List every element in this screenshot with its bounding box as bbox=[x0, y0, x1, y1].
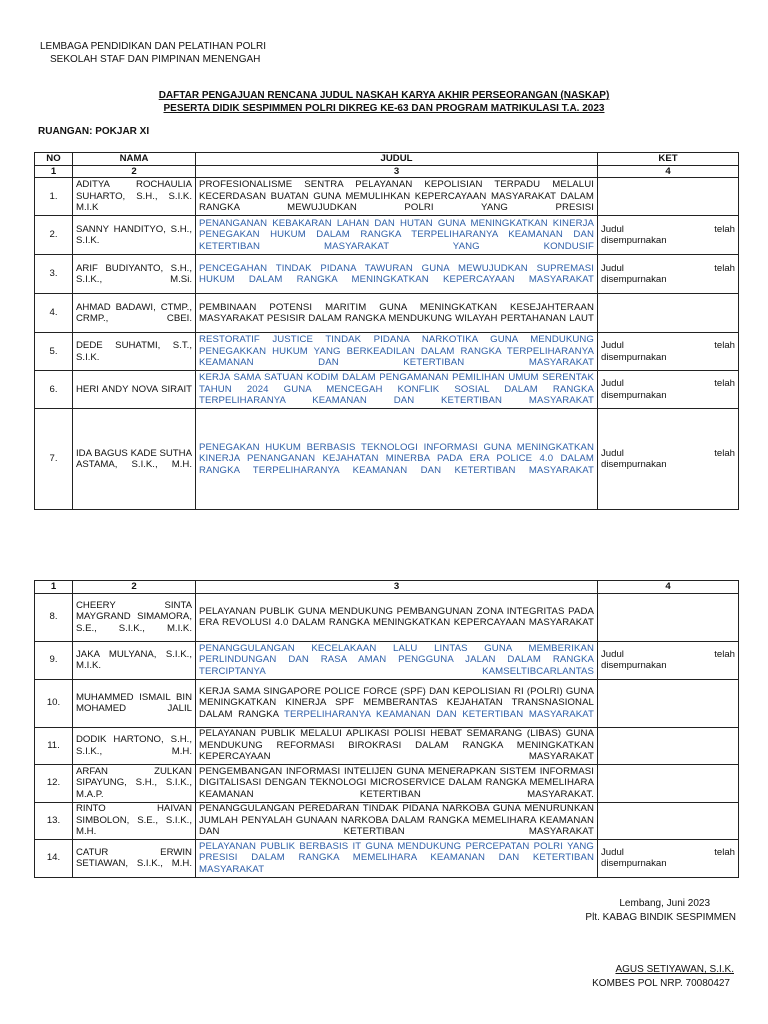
participant-name: CHEERY SINTA MAYGRAND SIMAMORA, S.E., S.I.K., M.I.K. bbox=[73, 593, 196, 641]
participant-name: ARIF BUDIYANTO, S.H., S.I.K., M.Si. bbox=[73, 255, 196, 294]
thesis-title-revised-text: PENEGAKAN HUKUM BERBASIS TEKNOLOGI INFORMASI GUNA MENINGKATKAN KINERJA PENANGANAN KEJAHATAN MINERBA PADA ERA POLICE 4.0 DALAM RANGKA TERPELIHARANYA KEAMANAN DAN KETERTIBAN MASYARAKAT bbox=[199, 441, 594, 476]
row-number: 1. bbox=[35, 178, 73, 216]
remark-revised bbox=[601, 448, 735, 471]
remark-word: telah bbox=[714, 378, 735, 389]
table-row bbox=[35, 255, 739, 294]
table-row bbox=[35, 409, 739, 510]
participant-name: ADITYA ROCHAULIA SUHARTO, S.H., S.I.K. M.I.K bbox=[73, 178, 196, 216]
title-line-2: PESERTA DIDIK SESPIMMEN POLRI DIKREG KE-63 DAN PROGRAM MATRIKULASI T.A. 2023 bbox=[163, 103, 605, 114]
header-ket: KET bbox=[598, 153, 739, 166]
row-number: 10. bbox=[35, 679, 73, 727]
remark-cell bbox=[598, 593, 739, 641]
remark-word: disempurnakan bbox=[601, 389, 667, 401]
thesis-title bbox=[196, 216, 598, 255]
institution-header bbox=[40, 40, 266, 66]
remark-cell bbox=[598, 178, 739, 216]
remark-cell bbox=[598, 409, 739, 510]
participant-name: ARFAN ZULKAN SIPAYUNG, S.H., S.I.K., M.A.P. bbox=[73, 764, 196, 802]
column-number: 1 bbox=[35, 581, 73, 594]
remark-word: Judul bbox=[601, 846, 624, 858]
row-number: 13. bbox=[35, 802, 73, 839]
remark-line bbox=[601, 649, 735, 661]
remark-word: Judul bbox=[601, 340, 624, 351]
remark-revised bbox=[601, 378, 735, 401]
table-body bbox=[35, 593, 739, 877]
remark-word: disempurnakan bbox=[601, 351, 667, 363]
remark-word: disempurnakan bbox=[601, 858, 667, 869]
remark-cell bbox=[598, 333, 739, 371]
remark-cell bbox=[598, 727, 739, 764]
remark-line bbox=[601, 224, 735, 236]
naskap-table-page2 bbox=[34, 580, 739, 878]
participant-name: DODIK HARTONO, S.H., S.I.K., M.H. bbox=[73, 727, 196, 764]
participant-name: SANNY HANDITYO, S.H., S.I.K. bbox=[73, 216, 196, 255]
thesis-title-text: PEMBINAAN POTENSI MARITIM GUNA MENINGKATKAN KESEJAHTERAAN MASYARAKAT PESISIR DALAM RANGKA MENDUKUNG WILAYAH PERTAHANAN LAUT bbox=[199, 301, 594, 324]
thesis-title bbox=[196, 641, 598, 679]
remark-line bbox=[601, 448, 735, 460]
remark-word: Judul bbox=[601, 223, 624, 235]
row-number: 12. bbox=[35, 764, 73, 802]
remark-word: telah bbox=[714, 223, 735, 235]
column-number: 2 bbox=[73, 165, 196, 178]
remark-word: disempurnakan bbox=[601, 660, 667, 671]
header-judul: JUDUL bbox=[196, 153, 598, 166]
thesis-title-text: PELAYANAN PUBLIK GUNA MENDUKUNG PEMBANGUNAN ZONA INTEGRITAS PADA ERA REVOLUSI 4.0 DALAM RANGKA MENINGKATKAN KEPERCAYAAN MASYARAKAT bbox=[199, 605, 594, 628]
thesis-title bbox=[196, 294, 598, 333]
thesis-title bbox=[196, 839, 598, 877]
table-row bbox=[35, 641, 739, 679]
table-row bbox=[35, 593, 739, 641]
thesis-title bbox=[196, 371, 598, 409]
remark-revised bbox=[601, 224, 735, 247]
title-line-1: DAFTAR PENGAJUAN RENCANA JUDUL NASKAH KARYA AKHIR PERSEORANGAN (NASKAP) bbox=[158, 90, 610, 101]
header-row bbox=[35, 153, 739, 166]
remark-revised bbox=[601, 649, 735, 672]
column-number: 3 bbox=[196, 581, 598, 594]
remark-word: disempurnakan bbox=[601, 235, 667, 246]
row-number: 9. bbox=[35, 641, 73, 679]
row-number: 14. bbox=[35, 839, 73, 877]
remark-cell bbox=[598, 216, 739, 255]
remark-word: telah bbox=[714, 648, 735, 660]
row-number: 3. bbox=[35, 255, 73, 294]
thesis-title bbox=[196, 764, 598, 802]
row-number: 6. bbox=[35, 371, 73, 409]
participant-name: MUHAMMED ISMAIL BIN MOHAMED JALIL bbox=[73, 679, 196, 727]
remark-cell bbox=[598, 839, 739, 877]
participant-name: RINTO HAIVAN SIMBOLON, S.E., S.I.K., M.H. bbox=[73, 802, 196, 839]
row-number: 11. bbox=[35, 727, 73, 764]
table-row bbox=[35, 764, 739, 802]
thesis-title-text: PELAYANAN PUBLIK MELALUI APLIKASI POLISI HEBAT SEMARANG (LIBAS) GUNA MENDUKUNG REFORMASI BIROKRASI DALAM RANGKA MENINGKATKAN KEPERCAYAAN MASYARAKAT bbox=[199, 728, 594, 763]
participant-name: IDA BAGUS KADE SUTHA ASTAMA, S.I.K., M.H. bbox=[73, 409, 196, 510]
table-row bbox=[35, 333, 739, 371]
table-row bbox=[35, 679, 739, 727]
remark-word: disempurnakan bbox=[601, 459, 667, 470]
thesis-title-text: KERJA SAMA SINGAPORE POLICE FORCE (SPF) DAN KEPOLISIAN RI (POLRI) GUNA MENINGKATKAN KINERJA SPF MEMBERANTAS KEJAHATAN TRANSNASIONAL DALAM RANGKA bbox=[199, 685, 594, 720]
remark-word: disempurnakan bbox=[601, 274, 667, 285]
table-row bbox=[35, 802, 739, 839]
participant-name: HERI ANDY NOVA SIRAIT bbox=[73, 371, 196, 409]
table-row bbox=[35, 216, 739, 255]
thesis-title bbox=[196, 255, 598, 294]
row-number: 7. bbox=[35, 409, 73, 510]
remark-word: telah bbox=[714, 846, 735, 858]
remark-revised bbox=[601, 340, 735, 363]
thesis-title bbox=[196, 333, 598, 371]
remark-word: Judul bbox=[601, 447, 624, 459]
remark-word: Judul bbox=[601, 648, 624, 660]
remark-line bbox=[601, 847, 735, 859]
column-number: 4 bbox=[598, 165, 739, 178]
thesis-title-revised-text: RESTORATIF JUSTICE TINDAK PIDANA NARKOTIKA GUNA MENDUKUNG PENEGAKKAN HUKUM YANG BERKEADILAN DALAM RANGKA TERPELIHARANYA KEAMANAN DAN KETERTIBAN MASYARAKAT bbox=[199, 334, 594, 369]
table-row bbox=[35, 727, 739, 764]
participant-name: JAKA MULYANA, S.I.K., M.I.K. bbox=[73, 641, 196, 679]
row-number: 5. bbox=[35, 333, 73, 371]
remark-cell bbox=[598, 255, 739, 294]
thesis-title bbox=[196, 802, 598, 839]
column-number-row bbox=[35, 165, 739, 178]
column-number: 4 bbox=[598, 581, 739, 594]
thesis-title-text: PENANGGULANGAN PEREDARAN TINDAK PIDANA NARKOBA GUNA MENURUNKAN JUMLAH PENYALAH GUNAAN NARKOBA DALAM RANGKA MEMELIHARA KEAMANAN DAN KETERTIBAN MASYARAKAT bbox=[199, 803, 594, 838]
institution-line-1: LEMBAGA PENDIDIKAN DAN PELATIHAN POLRI bbox=[40, 41, 266, 52]
column-number: 2 bbox=[73, 581, 196, 594]
remark-revised bbox=[601, 263, 735, 286]
thesis-title bbox=[196, 409, 598, 510]
institution-line-2: SEKOLAH STAF DAN PIMPINAN MENENGAH bbox=[50, 54, 261, 65]
place-date: Lembang, Juni 2023 bbox=[619, 898, 710, 909]
signatory-name: AGUS SETIYAWAN, S.I.K. bbox=[615, 964, 734, 975]
row-number: 4. bbox=[35, 294, 73, 333]
remark-cell bbox=[598, 641, 739, 679]
thesis-title-revised-text: TERPELIHARANYA KEAMANAN DAN KETERTIBAN MASYARAKAT bbox=[284, 708, 594, 720]
column-number-row bbox=[35, 581, 739, 594]
row-number: 8. bbox=[35, 593, 73, 641]
participant-name: DEDE SUHATMI, S.T., S.I.K. bbox=[73, 333, 196, 371]
table-row bbox=[35, 294, 739, 333]
remark-cell bbox=[598, 764, 739, 802]
table-body bbox=[35, 178, 739, 510]
signatory-rank-nrp: KOMBES POL NRP. 70080427 bbox=[592, 978, 730, 989]
thesis-title-revised-text: KERJA SAMA SATUAN KODIM DALAM PENGAMANAN PEMILIHAN UMUM SERENTAK TAHUN 2024 GUNA MENCEGAH KONFLIK SOSIAL DALAM RANGKA TERPELIHARANYA KEAMANAN DAN KETERTIBAN MASYARAKAT bbox=[199, 372, 594, 407]
remark-word: telah bbox=[714, 447, 735, 459]
remark-cell bbox=[598, 679, 739, 727]
thesis-title bbox=[196, 593, 598, 641]
thesis-title bbox=[196, 727, 598, 764]
remark-line bbox=[601, 378, 735, 390]
remark-cell bbox=[598, 371, 739, 409]
thesis-title-text: PROFESIONALISME SENTRA PELAYANAN KEPOLISIAN TERPADU MELALUI KECERDASAN BUATAN GUNA MEMULIHKAN KEPERCAYAAN MASYARAKAT DALAM RANGKA MEWUJUDKAN POLRI YANG PRESISI bbox=[199, 179, 594, 214]
remark-cell bbox=[598, 294, 739, 333]
column-number: 1 bbox=[35, 165, 73, 178]
header-no: NO bbox=[35, 153, 73, 166]
thesis-title-revised-text: PENANGGULANGAN KECELAKAAN LALU LINTAS GUNA MEMBERIKAN PERLINDUNGAN DAN RASA AMAN PENGGUNA JALAN DALAM RANGKA TERCIPTANYA KAMSELTIBCARLANTAS bbox=[199, 642, 594, 677]
naskap-table-page1 bbox=[34, 152, 739, 510]
table-row bbox=[35, 839, 739, 877]
thesis-title-revised-text: PENANGANAN KEBAKARAN LAHAN DAN HUTAN GUNA MENINGKATKAN KINERJA PENEGAKAN HUKUM DALAM RANGKA TERPELIHARANYA KEAMANAN DAN KETERTIBAN MASYARAKAT YANG KONDUSIF bbox=[199, 217, 594, 252]
remark-cell bbox=[598, 802, 739, 839]
thesis-title bbox=[196, 679, 598, 727]
column-number: 3 bbox=[196, 165, 598, 178]
thesis-title-revised-text: PENCEGAHAN TINDAK PIDANA TAWURAN GUNA MEWUJUDKAN SUPREMASI HUKUM DALAM RANGKA MENINGKATKAN KEPERCAYAAN MASYARAKAT bbox=[199, 262, 594, 285]
table-row bbox=[35, 178, 739, 216]
remark-revised bbox=[601, 847, 735, 870]
participant-name: AHMAD BADAWI, CTMP., CRMP., CBEI. bbox=[73, 294, 196, 333]
document-title bbox=[0, 89, 768, 115]
signatory-position: Plt. KABAG BINDIK SESPIMMEN bbox=[585, 912, 736, 923]
remark-word: Judul bbox=[601, 262, 624, 274]
thesis-title-revised-text: PELAYANAN PUBLIK BERBASIS IT GUNA MENDUKUNG PERCEPATAN POLRI YANG PRESISI DALAM RANGKA MEMELIHARA KEAMANAN DAN KETERTIBAN MASYARAKAT bbox=[199, 840, 594, 875]
table-row bbox=[35, 371, 739, 409]
row-number: 2. bbox=[35, 216, 73, 255]
room-label: RUANGAN: POKJAR XI bbox=[38, 126, 150, 137]
thesis-title-text: PENGEMBANGAN INFORMASI INTELIJEN GUNA MENERAPKAN SISTEM INFORMASI DIGITALISASI DENGAN TEKNOLOGI MICROSERVICE DALAM RANGKA MEMELIHARA KEAMANAN KETERTIBAN MASYARAKAT. bbox=[199, 765, 594, 800]
remark-word: telah bbox=[714, 340, 735, 351]
remark-line bbox=[601, 263, 735, 275]
participant-name: CATUR ERWIN SETIAWAN, S.I.K., M.H. bbox=[73, 839, 196, 877]
remark-line bbox=[601, 340, 735, 352]
thesis-title bbox=[196, 178, 598, 216]
header-nama: NAMA bbox=[73, 153, 196, 166]
remark-word: Judul bbox=[601, 378, 624, 389]
remark-word: telah bbox=[714, 262, 735, 274]
